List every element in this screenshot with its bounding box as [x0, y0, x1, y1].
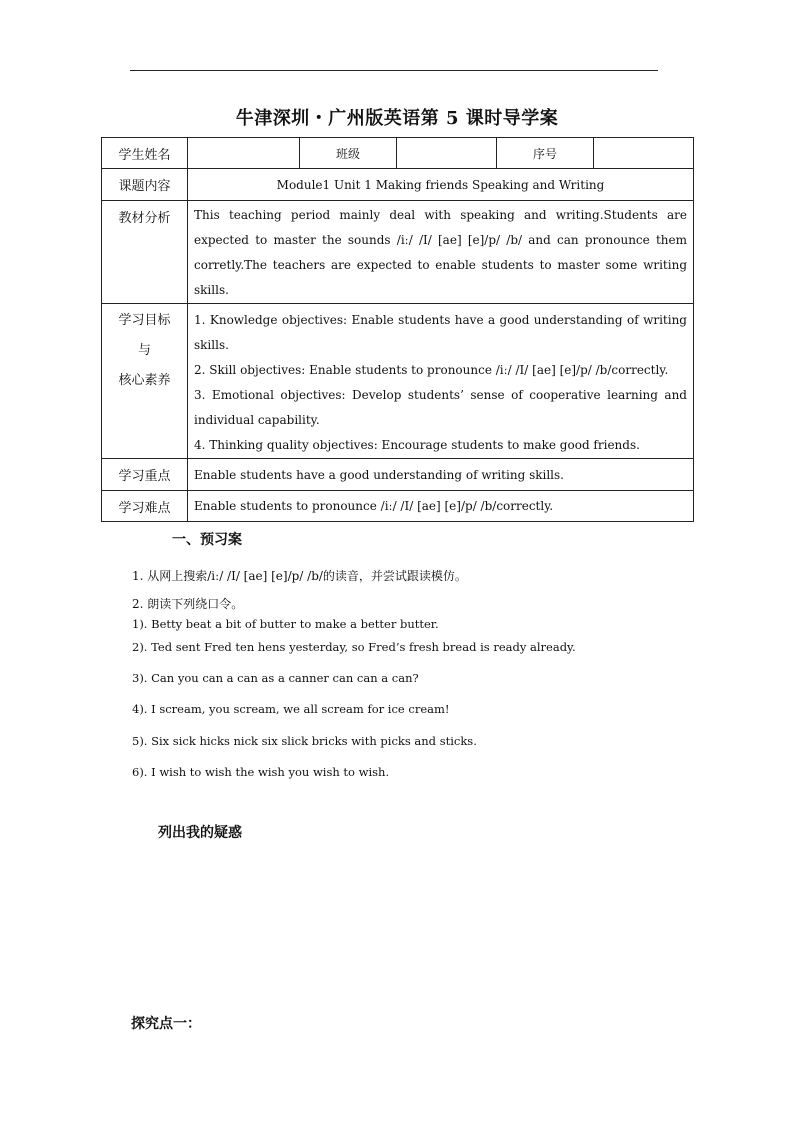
goal-item: 2. Skill objectives: Enable students to pronounce /iː/ /I/ [ae] [e]/p/ /b/correctly.	[194, 363, 669, 377]
twister-line: 5). Six sick hicks nick six slick bricks with picks and sticks.	[132, 734, 477, 748]
analysis-cell	[188, 201, 694, 304]
goal-item: 1. Knowledge objectives: Enable students have a good understanding of writing skills.	[194, 313, 687, 352]
goals-label-line: 与	[137, 343, 151, 358]
twister-line: 3). Can you can a can as a canner can can a can?	[132, 671, 419, 685]
seat-field[interactable]	[594, 138, 694, 169]
goals-label-line: 学习目标	[118, 313, 171, 328]
goals-cell	[188, 304, 694, 459]
student-name-field[interactable]	[188, 138, 300, 169]
twister-line: 4). I scream, you scream, we all scream for ice cream!	[132, 702, 450, 716]
explore-heading: 探究点一：	[131, 1016, 201, 1032]
preview-heading: 一、预习案	[172, 532, 242, 548]
table-row	[102, 459, 694, 491]
topic-label: 课题内容	[102, 169, 188, 201]
table-row	[102, 201, 694, 304]
goal-item: 3. Emotional objectives: Develop students’ sense of cooperative learning and individual capability.	[194, 388, 687, 427]
page-title: 牛津深圳・广州版英语第 5 课时导学案	[235, 108, 559, 129]
twister-line: 2). Ted sent Fred ten hens yesterday, so Fred’s fresh bread is ready already.	[132, 640, 576, 654]
student-name-label: 学生姓名	[102, 138, 188, 169]
twister-line: 6). I wish to wish the wish you wish to wish.	[132, 765, 390, 779]
preview-item: 1. 从网上搜索/iː/ /I/ [ae] [e]/p/ /b/的读音，并尝试跟读模仿。	[132, 569, 467, 583]
twister-line: 1). Betty beat a bit of butter to make a better butter.	[132, 617, 439, 631]
questions-heading: 列出我的疑惑	[158, 825, 242, 841]
key-value: Enable students have a good understanding of writing skills.	[188, 459, 694, 491]
difficulty-label: 学习难点	[102, 491, 188, 522]
goals-label-line: 核心素养	[118, 373, 171, 388]
difficulty-value: Enable students to pronounce /iː/ /I/ [ae] [e]/p/ /b/correctly.	[188, 491, 694, 522]
seat-label: 序号	[497, 138, 594, 169]
lesson-info-table	[101, 137, 694, 522]
table-row	[102, 138, 694, 169]
analysis-text: This teaching period mainly deal with speaking and writing.Students are expected to master the sounds /iː/ /I/ [ae] [e]/p/ /b/ and can pronounce them corretly.The teachers are expected to enable students to master some writing skills.	[194, 208, 687, 297]
analysis-label: 教材分析	[102, 201, 188, 304]
table-row	[102, 169, 694, 201]
goal-item: 4. Thinking quality objectives: Encourage students to make good friends.	[194, 438, 640, 452]
header-rule	[130, 70, 658, 71]
goals-label	[102, 304, 188, 459]
table-row	[102, 304, 694, 459]
preview-item: 2. 朗读下列绕口令。	[132, 597, 244, 611]
class-label: 班级	[300, 138, 397, 169]
topic-value: Module1 Unit 1 Making friends Speaking and Writing	[188, 169, 694, 201]
table-row	[102, 491, 694, 522]
key-label: 学习重点	[102, 459, 188, 491]
class-field[interactable]	[397, 138, 497, 169]
